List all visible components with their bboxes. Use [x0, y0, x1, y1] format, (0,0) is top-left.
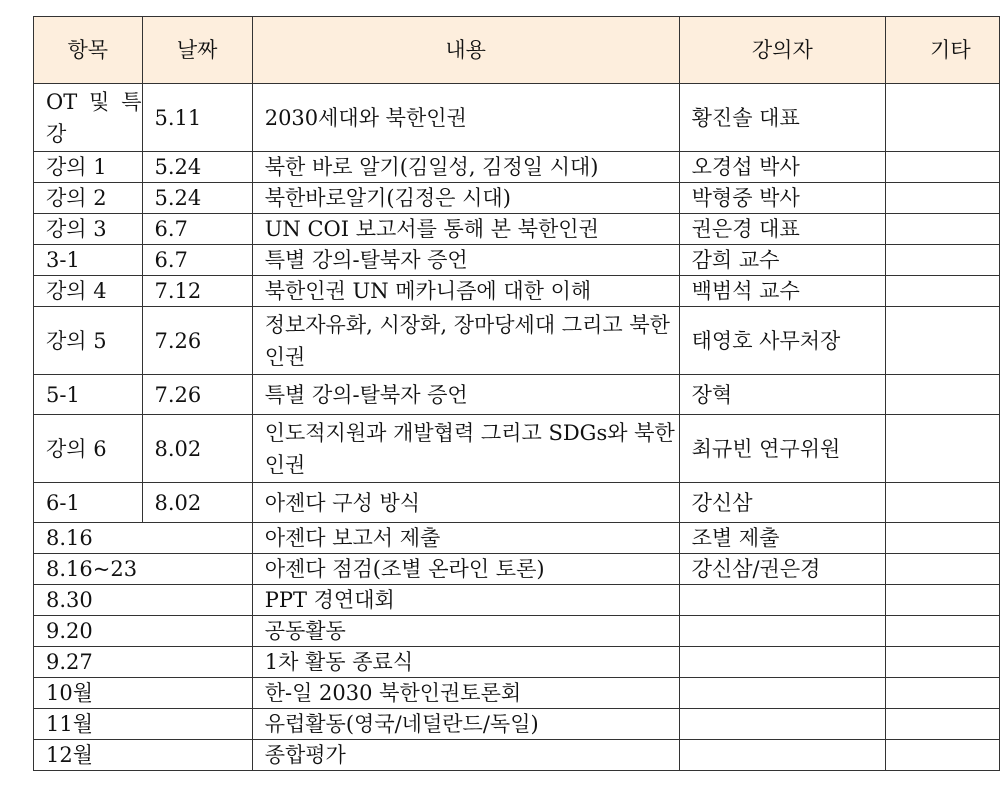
table-row [34, 483, 1000, 523]
table-row [34, 152, 1000, 183]
cell-content: PPT 경연대회 [252, 585, 679, 616]
table-row [34, 307, 1000, 375]
cell-item: 강의 4 [34, 276, 143, 307]
cell-note [886, 245, 1000, 276]
table-row [34, 214, 1000, 245]
cell-content: 아젠다 점검(조별 온라인 토론) [252, 554, 679, 585]
cell-content: 북한바로알기(김정은 시대) [252, 183, 679, 214]
table-row [34, 740, 1000, 771]
cell-item: 강의 3 [34, 214, 143, 245]
cell-lecturer: 권은경 대표 [679, 214, 885, 245]
header-lecturer: 강의자 [679, 17, 885, 84]
table-row [34, 276, 1000, 307]
cell-date: 7.12 [142, 276, 252, 307]
cell-note [886, 415, 1000, 483]
cell-lecturer [679, 585, 885, 616]
cell-lecturer: 박형중 박사 [679, 183, 885, 214]
cell-item: 강의 6 [34, 415, 143, 483]
cell-lecturer [679, 740, 885, 771]
cell-note [886, 183, 1000, 214]
cell-content: 종합평가 [252, 740, 679, 771]
cell-date: 8.02 [142, 415, 252, 483]
cell-note [886, 740, 1000, 771]
cell-date: 6.7 [142, 214, 252, 245]
table-row [34, 709, 1000, 740]
cell-lecturer: 오경섭 박사 [679, 152, 885, 183]
cell-content: 아젠다 보고서 제출 [252, 523, 679, 554]
table-row [34, 647, 1000, 678]
cell-date: 7.26 [142, 375, 252, 415]
cell-lecturer [679, 709, 885, 740]
cell-note [886, 307, 1000, 375]
cell-item: 강의 1 [34, 152, 143, 183]
cell-date: 8.16~23 [34, 554, 253, 585]
header-row [34, 17, 1000, 84]
cell-note [886, 214, 1000, 245]
cell-date: 6.7 [142, 245, 252, 276]
cell-content: 한-일 2030 북한인권토론회 [252, 678, 679, 709]
cell-content: 2030세대와 북한인권 [252, 84, 679, 152]
cell-note [886, 523, 1000, 554]
cell-note [886, 84, 1000, 152]
cell-note [886, 152, 1000, 183]
cell-content: 특별 강의-탈북자 증언 [252, 375, 679, 415]
cell-note [886, 554, 1000, 585]
table-row [34, 523, 1000, 554]
header-content: 내용 [252, 17, 679, 84]
header-item: 항목 [34, 17, 143, 84]
schedule-table [33, 16, 1000, 771]
cell-note [886, 678, 1000, 709]
cell-date: 8.02 [142, 483, 252, 523]
cell-note [886, 375, 1000, 415]
cell-lecturer [679, 647, 885, 678]
cell-note [886, 647, 1000, 678]
cell-lecturer: 최규빈 연구위원 [679, 415, 885, 483]
table-row [34, 245, 1000, 276]
cell-content: 북한 바로 알기(김일성, 김정일 시대) [252, 152, 679, 183]
cell-note [886, 585, 1000, 616]
cell-note [886, 616, 1000, 647]
cell-item: 6-1 [34, 483, 143, 523]
cell-lecturer [679, 678, 885, 709]
table-row [34, 554, 1000, 585]
cell-note [886, 709, 1000, 740]
cell-lecturer: 백범석 교수 [679, 276, 885, 307]
cell-date: 8.30 [34, 585, 253, 616]
cell-item: OT 및 특강 [34, 84, 143, 152]
cell-content: 인도적지원과 개발협력 그리고 SDGs와 북한인권 [252, 415, 679, 483]
cell-content: 북한인권 UN 메카니즘에 대한 이해 [252, 276, 679, 307]
cell-lecturer: 강신삼 [679, 483, 885, 523]
cell-date: 8.16 [34, 523, 253, 554]
table-row [34, 678, 1000, 709]
cell-content: UN COI 보고서를 통해 본 북한인권 [252, 214, 679, 245]
cell-lecturer: 황진솔 대표 [679, 84, 885, 152]
table-row [34, 375, 1000, 415]
cell-date: 9.20 [34, 616, 253, 647]
table-row [34, 183, 1000, 214]
table-row [34, 415, 1000, 483]
cell-content: 정보자유화, 시장화, 장마당세대 그리고 북한인권 [252, 307, 679, 375]
cell-lecturer: 장혁 [679, 375, 885, 415]
header-note: 기타 [886, 17, 1000, 84]
cell-date: 11월 [34, 709, 253, 740]
cell-item: 강의 5 [34, 307, 143, 375]
cell-date: 7.26 [142, 307, 252, 375]
cell-lecturer [679, 616, 885, 647]
header-date: 날짜 [142, 17, 252, 84]
cell-content: 특별 강의-탈북자 증언 [252, 245, 679, 276]
cell-date: 5.24 [142, 183, 252, 214]
cell-content: 유럽활동(영국/네덜란드/독일) [252, 709, 679, 740]
cell-date: 10월 [34, 678, 253, 709]
cell-note [886, 483, 1000, 523]
cell-note [886, 276, 1000, 307]
table-row [34, 616, 1000, 647]
cell-date: 5.24 [142, 152, 252, 183]
cell-lecturer: 태영호 사무처장 [679, 307, 885, 375]
cell-item: 5-1 [34, 375, 143, 415]
cell-date: 5.11 [142, 84, 252, 152]
table-row [34, 84, 1000, 152]
cell-lecturer: 조별 제출 [679, 523, 885, 554]
cell-content: 공동활동 [252, 616, 679, 647]
table-row [34, 585, 1000, 616]
cell-lecturer: 강신삼/권은경 [679, 554, 885, 585]
cell-lecturer: 감희 교수 [679, 245, 885, 276]
cell-content: 1차 활동 종료식 [252, 647, 679, 678]
cell-item: 3-1 [34, 245, 143, 276]
cell-date: 9.27 [34, 647, 253, 678]
cell-content: 아젠다 구성 방식 [252, 483, 679, 523]
cell-item: 강의 2 [34, 183, 143, 214]
cell-date: 12월 [34, 740, 253, 771]
